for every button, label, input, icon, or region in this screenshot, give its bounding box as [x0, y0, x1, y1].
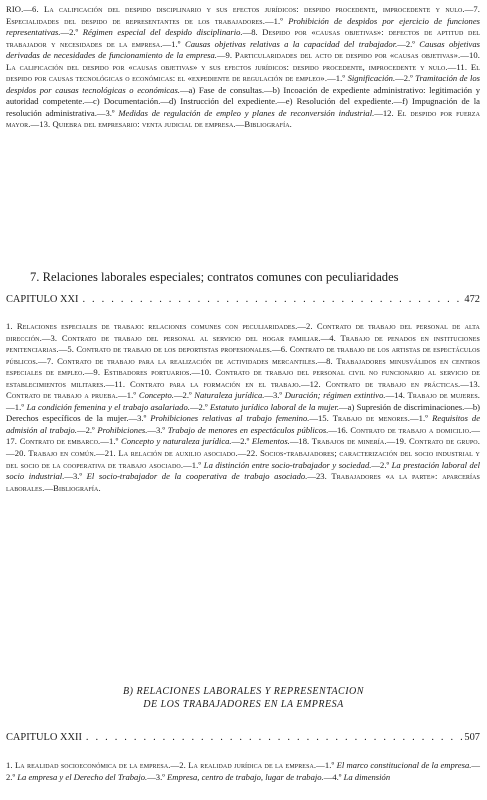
- text-run: Prohibiciones relativas al trabajo femenino.: [150, 413, 310, 424]
- text-run: Tramitación de los despidos por causas tecnológicas o económicas.: [6, 73, 480, 95]
- text-run: —23.: [307, 471, 332, 482]
- text-run: Trabajo de mujeres.—1.º: [6, 390, 481, 412]
- text-run: —a) Fase de consultas.—b) Incoación de expediente administrativo: legitimación y autoridad competente.—c) Documentación.—d) Instrucción del expediente.—e) Resolución del expediente.—f) Impugnación de la resolución administrativa.—3.º: [6, 84, 480, 118]
- text-run: —16.: [328, 424, 351, 435]
- text-run: —15.: [309, 413, 333, 424]
- chapter-21-contents: [6, 321, 480, 494]
- text-run: Régimen especial del despido disciplinario.: [82, 27, 243, 38]
- text-run: Empresa, centro de trabajo, lugar de trabajo.: [167, 771, 324, 782]
- subsection-b-line-1: B) RELACIONES LABORALES Y REPRESENTACION: [123, 686, 364, 697]
- chapter-20-contents-continuation: [6, 4, 480, 131]
- text-run: —2.º: [231, 436, 252, 447]
- text-run: —a) Supresión de discriminaciones.—b) Derechos específicos de la mujer.—3.º: [6, 401, 481, 424]
- text-run: —2.º: [371, 459, 392, 470]
- text-run: —3.º: [264, 390, 285, 401]
- text-run: —2.º: [60, 27, 83, 38]
- text-run: Estatuto jurídico laboral de la mujer.: [210, 401, 340, 412]
- subsection-b-heading: [0, 686, 487, 711]
- text-run: —18.: [289, 436, 312, 447]
- text-run: Concepto y naturaleza jurídica.: [121, 436, 232, 447]
- text-run: Causas objetivas derivadas de necesidades de funcionamiento de la empresa.: [6, 38, 480, 61]
- text-run: La distinción entre socio-trabajador y sociedad.: [203, 459, 372, 470]
- text-run: 1. La realidad socioeconómica de la empresa.—2. La realidad jurídica de la empresa.—1.º: [6, 760, 337, 770]
- text-run: Despido por «causas objetivas»: defectos de aptitud del trabajador y necesidades de la empresa.—1.º: [6, 27, 481, 49]
- text-run: Duración; régimen extintivo.: [284, 390, 386, 401]
- text-run: La prestación laboral del socio industrial.: [6, 459, 481, 482]
- text-run: Trabajos de minería.—19. Contrato de grupo.—20. Trabajo en común.—21. La relación de auxilio asociado.—22. Socios-trabajadores; caracterización del socio industrial y del socio de la cooperativa de trabajo asociado.—1.º: [6, 436, 480, 470]
- text-run: Prohibición de despidos por ejercicio de funciones representativas.: [6, 15, 481, 38]
- text-run: Contrato de trabajo a domicilio.—17. Contrato de embarco.—1.º: [6, 424, 481, 447]
- text-run: El despido por fuerza mayor.—13. Quiebra del empresario: venta judicial de empresa.—Bibliografía.: [6, 107, 481, 130]
- text-run: —9.: [216, 50, 235, 61]
- text-run: —2.º: [189, 401, 211, 412]
- text-run: —2.º: [6, 760, 480, 782]
- text-run: La calificación del despido disciplinario y sus efectos jurídicos: despido procedente, improcedente y nulo.—7. Especialidades del despido de representantes de los trabajadores.—1.º: [6, 4, 481, 26]
- text-run: Elementos.: [251, 436, 290, 447]
- chapter-22-label: CAPITULO XXII: [6, 732, 82, 743]
- text-run: —2.º: [397, 38, 420, 49]
- text-run: El marco constitucional de la empresa.: [336, 760, 472, 770]
- chapter-22-heading: [6, 732, 480, 746]
- text-run: La empresa y el Derecho del Trabajo.: [17, 771, 148, 782]
- chapter-21-heading: [6, 294, 480, 308]
- text-run: —12.: [374, 107, 398, 118]
- text-run: Medidas de regulación de empleo y planes de reconversión industrial.: [118, 107, 375, 118]
- subsection-b-line-2: DE LOS TRABAJADORES EN LA EMPRESA: [143, 698, 344, 710]
- text-run: 1. Relaciones especiales de trabajo: relaciones comunes con peculiaridades.—2. Contrato de trabajo del personal de alta dirección.—3. Contrato de trabajo del personal al servicio del hogar familiar.—4. Trabajo de penados en instituciones penitenciarias.—5. Contrato de trabajo de los deportistas profesionales.—6. Contrato de trabajo de los artistas de espectáculos públicos.—7. Contrato de trabajo para la realización de actividades mercantiles.—8. Trabajadores minusválidos en centros especiales de empleo.—9. Estibadores portuarios.—10. Contrato de trabajo del personal civil no funcionario al servicio de establecimientos militares.—11. Contrato para la formación en el trabajo.—12. Contrato de trabajo en prácticas.—13. Contrato de trabajo a prueba.—1.º: [6, 321, 480, 401]
- text-run: El socio-trabajador de la cooperativa de trabajo asociado.: [86, 471, 308, 482]
- text-run: Trabajadores «a la parte»: aparcerías laborales.—Bibliografía.: [6, 471, 480, 493]
- chapter-21-label: CAPITULO XXI: [6, 294, 79, 305]
- text-run: —2.º: [76, 424, 98, 435]
- text-run: —8.: [242, 27, 263, 38]
- text-run: —3.º: [147, 424, 168, 435]
- text-run: —3.º: [147, 771, 168, 782]
- dot-leader: [78, 294, 464, 305]
- text-run: Concepto.: [138, 390, 174, 401]
- section-7-title: 7. Relaciones laborales especiales; contratos comunes con peculiaridades: [30, 270, 399, 284]
- text-run: La condición femenina y el trabajo asalariado.: [26, 401, 190, 412]
- chapter-22-contents: [6, 760, 480, 783]
- text-run: Naturaleza jurídica.: [194, 390, 265, 401]
- text-run: Trabajo de menores en espectáculos públicos.: [167, 424, 329, 435]
- text-run: La dimensión: [343, 771, 391, 782]
- text-run: Causas objetivas relativas a la capacidad del trabajador.: [185, 38, 398, 49]
- chapter-21-page-number: 472: [464, 294, 480, 305]
- text-run: Particularidades del acto de despido por «causas objetivas».—10. La calificación del despido por «causas objetivas» y sus efectos jurídicos: despido procedente, improcedente y nulo.—11. El despido por causas tecnológicas o económicas: el «expediente de regulación de empleo».—1.º: [6, 50, 480, 84]
- text-run: Requisitos de admisión al trabajo.: [6, 413, 481, 435]
- text-run: Significación.: [347, 73, 396, 84]
- chapter-22-page-number: 507: [464, 732, 480, 743]
- text-run: —4.º: [323, 771, 344, 782]
- text-run: —14.: [385, 390, 408, 401]
- text-run: —3.º: [64, 471, 87, 482]
- text-run: —2.º: [173, 390, 195, 401]
- text-run: Trabajo de menores.—1.º: [332, 413, 433, 424]
- text-run: RIO.—6.: [6, 4, 44, 14]
- dot-leader: [82, 732, 465, 743]
- text-run: —2.º: [395, 73, 416, 84]
- text-run: Prohibiciones.: [97, 424, 148, 435]
